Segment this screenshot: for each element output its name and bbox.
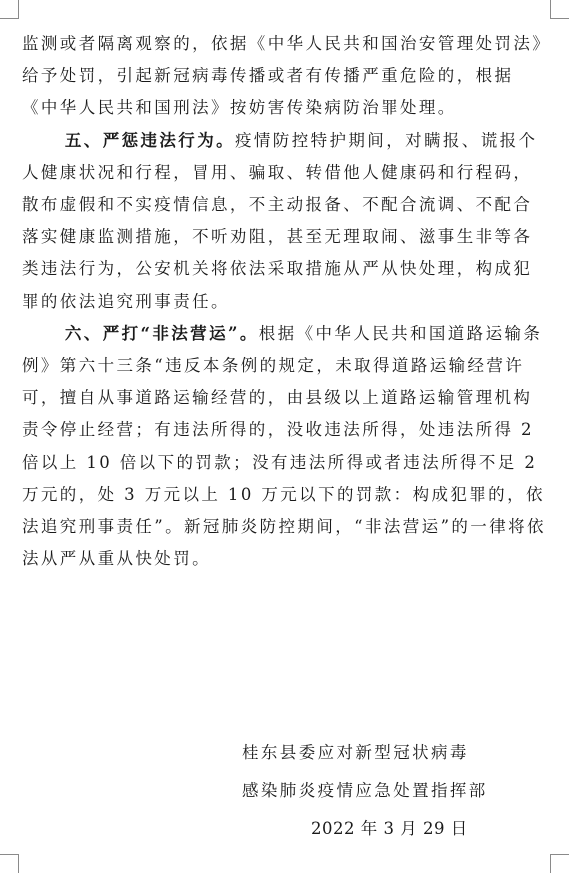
signature-date: 2022 年 3 月 29 日 bbox=[311, 819, 468, 838]
page-corner-mark-top-right bbox=[550, 0, 569, 19]
paragraph-heading: 六、严打“非法营运”。 bbox=[64, 323, 259, 343]
signature-org-line-1: 桂东县委应对新型冠状病毒 bbox=[242, 743, 469, 762]
signature-org-line-2: 感染肺炎疫情应急处置指挥部 bbox=[242, 781, 488, 800]
paragraph-text: 疫情防控特护期间，对瞒报、谎报个人健康状况和行程，冒用、骗取、转借他人健康码和行程码，散布虚假和不实疫情信息，不主动报备、不配合流调、不配合落实健康监测措施，不听劝阻，甚至无理取闹、滋事生非等各类违法行为，公安机关将依法采取措施从严从快处理，构成犯罪的依法追究刑事责任。 bbox=[22, 130, 538, 311]
paragraph-text: 根据《中华人民共和国道路运输条例》第六十三条“违反本条例的规定，未取得道路运输经营许可，擅自从事道路运输经营的，由县级以上道路运输管理机构责令停止经营；有违法所得的，没收违法所得，处违法所得 2 倍以上 10 倍以下的罚款；没有违法所得或者违法所得不足 2 万元的，处 3 万元以上 10 万元以下的罚款：构成犯罪的，依法追究刑事责任”。新冠肺炎防控期间，“非法营运”的一律将依法从严从重从快处罚。 bbox=[22, 323, 546, 569]
page-corner-mark-bottom-left bbox=[0, 854, 19, 873]
page-corner-mark-top-left bbox=[0, 0, 19, 19]
paragraph-continuation bbox=[22, 28, 550, 125]
paragraph-text: 监测或者隔离观察的，依据《中华人民共和国治安管理处罚法》给予处罚，引起新冠病毒传播或者有传播严重危险的，根据《中华人民共和国刑法》按妨害传染病防治罪处理。 bbox=[22, 34, 543, 118]
page-corner-mark-bottom-right bbox=[550, 854, 569, 873]
paragraph-item-5 bbox=[22, 125, 550, 318]
paragraph-heading: 五、严惩违法行为。 bbox=[64, 130, 235, 150]
document-body bbox=[22, 28, 550, 575]
paragraph-item-6 bbox=[22, 318, 550, 576]
